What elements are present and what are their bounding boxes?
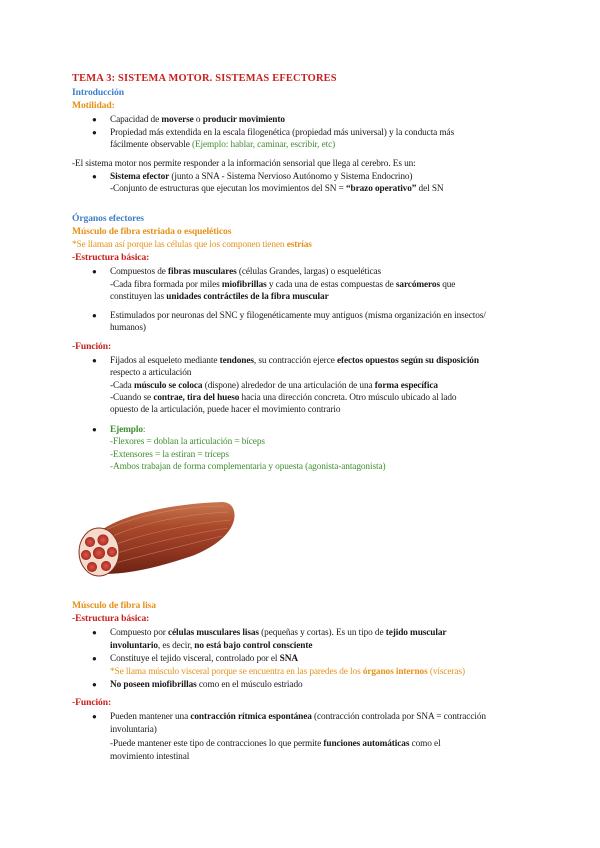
heading-funcion-liso: -Función:	[72, 697, 112, 708]
bullet-icon: ●	[92, 115, 97, 124]
bullet-icon: ●	[92, 311, 97, 320]
liso-bullet-1-line-2: involuntario, es decir, no está bajo control consciente	[110, 641, 313, 651]
ejemplo-label: Ejemplo:	[110, 425, 146, 435]
heading-funcion: -Función:	[72, 341, 112, 352]
bullet-icon: ●	[92, 680, 97, 689]
note-estrias: *Se llaman así porque las células que los componen tienen estrías	[72, 240, 312, 250]
liso-funcion-line-1: Pueden mantener una contracción rítmica espontánea (contracción controlada por SNA = contracción	[110, 712, 486, 722]
bullet-icon: ●	[92, 356, 97, 365]
bullet-icon: ●	[92, 425, 97, 434]
bullet-icon: ●	[92, 628, 97, 637]
bullet-icon: ●	[92, 172, 97, 181]
funcion-line-2: respecto a articulación	[110, 368, 192, 378]
funcion-line-5: opuesto de la articulación, puede hacer el movimiento contrario	[110, 405, 341, 415]
liso-funcion-line-4: movimiento intestinal	[110, 752, 190, 762]
funcion-line-4: -Cuando se contrae, tira del hueso hacia una dirección concreta. Otro músculo ubicado al lado	[110, 393, 457, 403]
conjunto-line: -Conjunto de estructuras que ejecutan los movimientos del SN = “brazo operativo” del SN	[110, 184, 444, 194]
heading-introduccion: Introducción	[72, 87, 124, 98]
bullet-icon: ●	[92, 654, 97, 663]
liso-bullet-2: Constituye el tejido visceral, controlado por el SNA	[110, 654, 298, 664]
muscle-fiber-image	[72, 496, 236, 580]
motilidad-bullet-1: Capacidad de moverse o producir movimiento	[110, 115, 285, 125]
heading-organos-efectores: Órganos efectores	[72, 213, 144, 224]
estructura-bullet-1-line-3: constituyen las unidades contráctiles de la fibra muscular	[110, 292, 329, 302]
liso-bullet-1-line-1: Compuesto por células musculares lisas (pequeñas y cortas). Es un tipo de tejido muscular	[110, 628, 447, 638]
bullet-icon: ●	[92, 128, 97, 137]
motilidad-bullet-2-line-2: fácilmente observable (Ejemplo: hablar, caminar, escribir, etc)	[110, 140, 336, 150]
ejemplo-ambos: -Ambos trabajan de forma complementaria y opuesta (agonista-antagonista)	[110, 462, 386, 472]
liso-note-visceral: *Se llama músculo visceral porque se encuentra en las paredes de los órganos internos (vísceras)	[110, 667, 465, 677]
funcion-line-1: Fijados al esqueleto mediante tendones, su contracción ejerce efectos opuestos según su disposición	[110, 356, 479, 366]
heading-musculo-estriado: Músculo de fibra estriada o esqueléticos	[72, 226, 232, 237]
estructura-bullet-2-line-1: Estimulados por neuronas del SNC y filogenéticamente muy antiguos (misma organización en insectos/	[110, 311, 486, 321]
heading-estructura-basica-liso: -Estructura básica:	[72, 613, 150, 624]
funcion-line-3: -Cada músculo se coloca (dispone) alrededor de una articulación de una forma específica	[110, 381, 438, 391]
liso-funcion-line-2: involuntaria)	[110, 725, 157, 735]
liso-funcion-line-3: -Puede mantener este tipo de contracciones lo que permite funciones automáticas como el	[110, 739, 441, 749]
motilidad-bullet-2-line-1: Propiedad más extendida en la escala filogenética (propiedad más universal) y la conducta más	[110, 128, 455, 138]
bullet-icon: ●	[92, 712, 97, 721]
document-title: TEMA 3: SISTEMA MOTOR. SISTEMAS EFECTORES	[72, 73, 337, 84]
estructura-bullet-2-line-2: humanos)	[110, 323, 146, 333]
bullet-icon: ●	[92, 267, 97, 276]
heading-motilidad: Motilidad:	[72, 100, 115, 111]
sistema-efector-line: Sistema efector (junto a SNA - Sistema Nervioso Autónomo y Sistema Endocrino)	[110, 172, 413, 182]
ejemplo-extensores: -Extensores = la estiran = tríceps	[110, 450, 229, 460]
estructura-bullet-1-line-1: Compuestos de fibras musculares (células Grandes, largas) o esqueléticas	[110, 267, 382, 277]
estructura-bullet-1-line-2: -Cada fibra formada por miles miofibrillas y cada una de estas compuestas de sarcómeros que	[110, 280, 456, 290]
ejemplo-flexores: -Flexores = doblan la articulación = bíceps	[110, 437, 265, 447]
liso-bullet-3: No poseen miofibrillas como en el músculo estriado	[110, 680, 303, 690]
sistema-motor-line: -El sistema motor nos permite responder a la información sensorial que llega al cerebro. Es un:	[72, 159, 416, 169]
heading-musculo-liso: Músculo de fibra lisa	[72, 600, 156, 611]
heading-estructura-basica: -Estructura básica:	[72, 252, 150, 263]
